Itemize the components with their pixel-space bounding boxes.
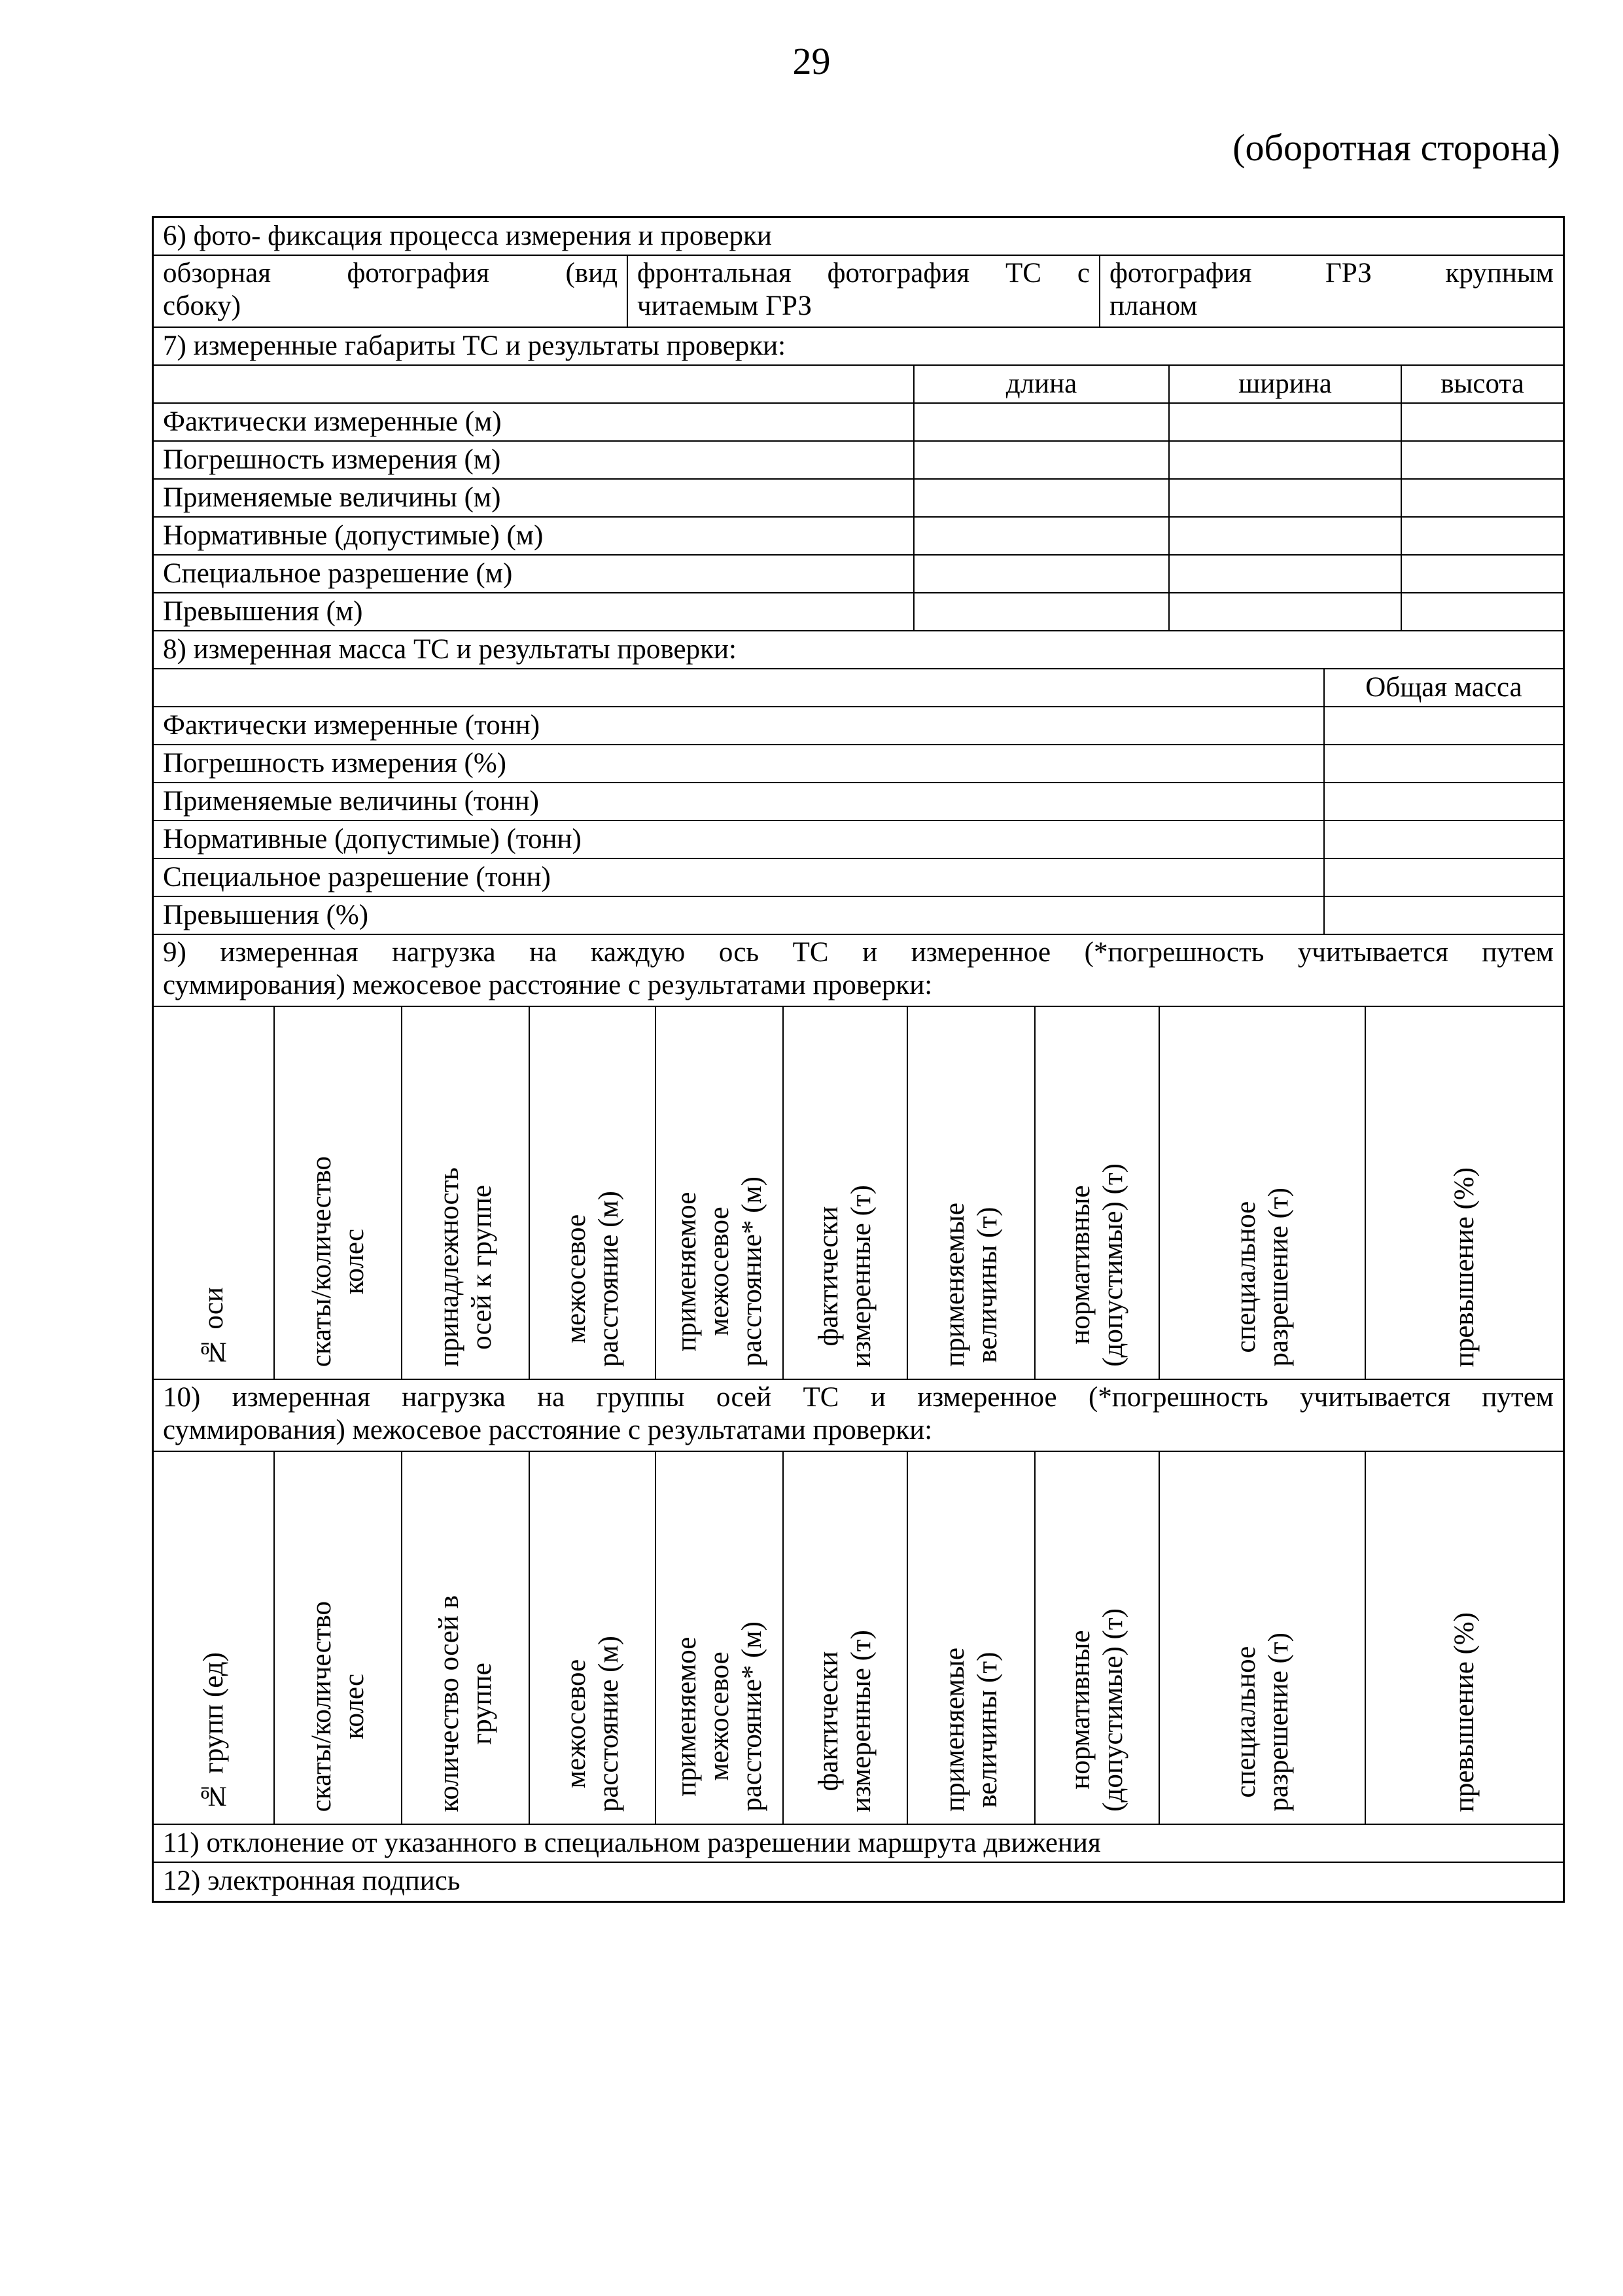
- col-permissible-label: нормативные (допустимые) (т): [1065, 1608, 1128, 1812]
- section-6-heading: 6) фото- фиксация процесса измерения и проверки: [163, 221, 772, 251]
- total-mass-value-cell[interactable]: [1325, 897, 1563, 934]
- mass-row: [154, 745, 1563, 783]
- overview-photo-label-1: обзорная фотография (вид: [163, 258, 618, 289]
- col-applied-spacing: [656, 1007, 784, 1379]
- col-excess: [1366, 1007, 1563, 1379]
- col-excess: [1366, 1452, 1563, 1824]
- col-axle-group: [402, 1007, 530, 1379]
- section-6-heading-row: [154, 218, 1563, 256]
- section-6-photos-row: [154, 256, 1563, 328]
- col-special-permit: [1160, 1007, 1366, 1379]
- section-10-heading: [154, 1380, 1563, 1451]
- col-special-permit-label: специальное разрешение (т): [1230, 1188, 1294, 1367]
- col-measured-load: [784, 1007, 908, 1379]
- mass-row-label: Превышения (%): [154, 897, 1325, 934]
- col-applied-values-label: применяемые величины (т): [939, 1648, 1003, 1812]
- mass-row: [154, 707, 1563, 745]
- col-axle-spacing: [530, 1452, 656, 1824]
- plate-photo-label-2: планом: [1109, 291, 1198, 321]
- section-7-heading-row: [154, 328, 1563, 366]
- section-10-heading-row: [154, 1380, 1563, 1452]
- col-total-mass: Общая масса: [1365, 672, 1522, 703]
- page-subtitle: (оборотная сторона): [1232, 126, 1560, 169]
- col-excess-label: превышение (%): [1448, 1167, 1480, 1367]
- col-axle-number-label: № оси: [198, 1286, 229, 1367]
- col-axle-spacing-label: межосевое расстояние (м): [560, 1635, 624, 1812]
- mass-row: [154, 859, 1563, 897]
- col-applied-values-label: применяемые величины (т): [939, 1203, 1003, 1367]
- col-axle-group-label: принадлежность осей к группе: [433, 1167, 497, 1367]
- length-value-cell[interactable]: [915, 404, 1170, 440]
- dimensions-row: [154, 480, 1563, 518]
- col-group-number-label: № групп (ед): [198, 1652, 229, 1812]
- dimensions-row-label: Специальное разрешение (м): [154, 556, 915, 592]
- width-value-cell[interactable]: [1170, 556, 1402, 592]
- mass-row-label: Фактически измеренные (тонн): [154, 707, 1325, 744]
- length-value-cell[interactable]: [915, 593, 1170, 630]
- col-applied-spacing: [656, 1452, 784, 1824]
- length-value-cell[interactable]: [915, 518, 1170, 554]
- col-special-permit-label: специальное разрешение (т): [1230, 1633, 1294, 1812]
- section-11-row: [154, 1825, 1563, 1863]
- height-value-cell[interactable]: [1402, 556, 1563, 592]
- col-wheels-label: скаты/количество колес: [305, 1156, 370, 1367]
- total-mass-value-cell[interactable]: [1325, 821, 1563, 858]
- dimensions-row: [154, 518, 1563, 556]
- plate-photo-label-1: фотография ГРЗ крупным: [1109, 258, 1554, 289]
- frontal-photo-label-2: читаемым ГРЗ: [637, 291, 812, 321]
- col-height: высота: [1440, 368, 1524, 399]
- height-value-cell[interactable]: [1402, 442, 1563, 478]
- section-10-heading-line-1: 10) измеренная нагрузка на группы осей ТС и измеренное (*погрешность учитывается путем: [163, 1382, 1554, 1413]
- section-11-heading: 11) отклонение от указанного в специальном разрешении маршрута движения: [163, 1828, 1101, 1858]
- col-permissible-label: нормативные (допустимые) (т): [1065, 1163, 1128, 1367]
- section-8-heading: 8) измеренная масса ТС и результаты проверки:: [163, 634, 737, 665]
- mass-row-label: Нормативные (допустимые) (тонн): [154, 821, 1325, 858]
- width-value-cell[interactable]: [1170, 404, 1402, 440]
- mass-row-label: Специальное разрешение (тонн): [154, 859, 1325, 896]
- height-value-cell[interactable]: [1402, 404, 1563, 440]
- total-mass-value-cell[interactable]: [1325, 859, 1563, 896]
- col-excess-label: превышение (%): [1448, 1612, 1480, 1812]
- group-load-header-row: [154, 1452, 1563, 1825]
- col-permissible: [1036, 1007, 1160, 1379]
- dimensions-row-label: Фактически измеренные (м): [154, 404, 915, 440]
- section-10-heading-line-2: суммирования) межосевое расстояние с результатами проверки:: [163, 1415, 933, 1445]
- overview-photo-cell[interactable]: [154, 256, 628, 327]
- height-value-cell[interactable]: [1402, 593, 1563, 630]
- dimensions-row: [154, 556, 1563, 593]
- dimensions-row: [154, 404, 1563, 442]
- total-mass-value-cell[interactable]: [1325, 783, 1563, 820]
- height-value-cell[interactable]: [1402, 518, 1563, 554]
- height-value-cell[interactable]: [1402, 480, 1563, 516]
- section-9-heading-line-1: 9) измеренная нагрузка на каждую ось ТС и измеренное (*погрешность учитывается путем: [163, 937, 1554, 968]
- col-measured-load-label: фактически измеренные (т): [813, 1629, 877, 1812]
- total-mass-value-cell[interactable]: [1325, 745, 1563, 782]
- col-wheels: [275, 1007, 402, 1379]
- form-table: [152, 216, 1565, 1903]
- col-length: длина: [915, 366, 1170, 402]
- dimensions-row: [154, 593, 1563, 631]
- dimensions-row-label: Превышения (м): [154, 593, 915, 630]
- plate-photo-cell[interactable]: [1100, 256, 1563, 327]
- section-12-row: [154, 1863, 1563, 1901]
- width-value-cell[interactable]: [1170, 480, 1402, 516]
- dimensions-row-label: Нормативные (допустимые) (м): [154, 518, 915, 554]
- dimensions-row: [154, 442, 1563, 480]
- col-axles-in-group-label: количество осей в группе: [433, 1595, 497, 1812]
- section-9-heading-row: [154, 935, 1563, 1007]
- length-value-cell[interactable]: [915, 442, 1170, 478]
- frontal-photo-cell[interactable]: [628, 256, 1100, 327]
- col-wheels-label: скаты/количество колес: [305, 1600, 370, 1812]
- mass-row: [154, 821, 1563, 859]
- col-width: ширина: [1170, 366, 1402, 402]
- section-8-heading-row: [154, 631, 1563, 669]
- section-7-heading: 7) измеренные габариты ТС и результаты проверки:: [163, 330, 786, 361]
- dimensions-row-label: Применяемые величины (м): [154, 480, 915, 516]
- width-value-cell[interactable]: [1170, 442, 1402, 478]
- col-applied-spacing-label: применяемое межосевое расстояние* (м): [671, 1176, 767, 1367]
- mass-row-label: Погрешность измерения (%): [154, 745, 1325, 782]
- overview-photo-label-2: сбоку): [163, 291, 241, 321]
- mass-header-row: [154, 669, 1563, 707]
- mass-row-label: Применяемые величины (тонн): [154, 783, 1325, 820]
- mass-row: [154, 783, 1563, 821]
- page-number: 29: [792, 40, 831, 82]
- section-9-heading-line-2: суммирования) межосевое расстояние с результатами проверки:: [163, 970, 933, 1000]
- axle-load-header-row: [154, 1007, 1563, 1380]
- total-mass-value-cell[interactable]: [1325, 707, 1563, 744]
- width-value-cell[interactable]: [1170, 518, 1402, 554]
- dimensions-header-row: [154, 366, 1563, 404]
- frontal-photo-label-1: фронтальная фотография ТС с: [637, 258, 1090, 289]
- col-permissible: [1036, 1452, 1160, 1824]
- col-axle-number: [154, 1007, 275, 1379]
- col-special-permit: [1160, 1452, 1366, 1824]
- section-12-heading: 12) электронная подпись: [163, 1865, 461, 1896]
- col-measured-load-label: фактически измеренные (т): [813, 1184, 877, 1367]
- col-measured-load: [784, 1452, 908, 1824]
- length-value-cell[interactable]: [915, 556, 1170, 592]
- col-axle-spacing-label: межосевое расстояние (м): [560, 1190, 624, 1367]
- col-axles-in-group: [402, 1452, 530, 1824]
- col-group-number: [154, 1452, 275, 1824]
- width-value-cell[interactable]: [1170, 593, 1402, 630]
- col-applied-values: [908, 1452, 1036, 1824]
- col-applied-values: [908, 1007, 1036, 1379]
- dimensions-header-blank: [154, 366, 915, 402]
- col-axle-spacing: [530, 1007, 656, 1379]
- dimensions-row-label: Погрешность измерения (м): [154, 442, 915, 478]
- mass-row: [154, 897, 1563, 935]
- col-applied-spacing-label: применяемое межосевое расстояние* (м): [671, 1621, 767, 1812]
- mass-header-blank: [154, 669, 1325, 706]
- section-9-heading: [154, 935, 1563, 1006]
- col-wheels: [275, 1452, 402, 1824]
- length-value-cell[interactable]: [915, 480, 1170, 516]
